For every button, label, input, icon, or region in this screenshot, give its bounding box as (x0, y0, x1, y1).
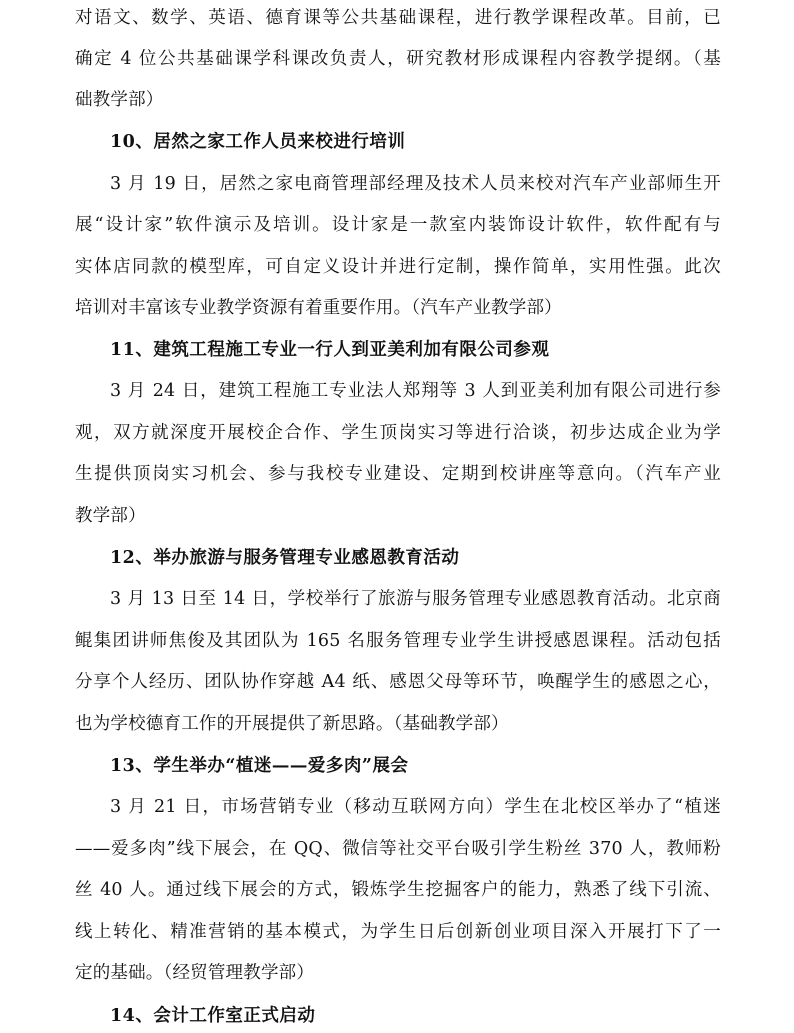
paragraph-line: 础教学部） (75, 90, 164, 110)
paragraph-line: 丝 40 人。通过线下展会的方式，锻炼学生挖掘客户的能力，熟悉了线下引流、 (75, 880, 721, 900)
paragraph-line: 培训对丰富该专业教学资源有着重要作用。（汽车产业教学部） (75, 298, 562, 318)
section-heading: 10、居然之家工作人员来校进行培训 (110, 132, 406, 152)
section-heading: 14、会计工作室正式启动 (110, 1006, 316, 1026)
paragraph-line: 展“设计家”软件演示及培训。设计家是一款室内装饰设计软件，软件配有与 (75, 215, 721, 235)
section-heading: 11、建筑工程施工专业一行人到亚美利加有限公司参观 (110, 340, 550, 360)
paragraph-line: 对语文、数学、英语、德育课等公共基础课程，进行教学课程改革。目前，已 (75, 8, 721, 28)
paragraph-line: ——爱多肉”线下展会，在 QQ、微信等社交平台吸引学生粉丝 370 人，教师粉 (75, 839, 721, 859)
paragraph-line: 也为学校德育工作的开展提供了新思路。（基础教学部） (75, 714, 509, 734)
paragraph-line: 3 月 24 日，建筑工程施工专业法人郑翔等 3 人到亚美利加有限公司进行参 (110, 381, 721, 401)
paragraph-line: 鲲集团讲师焦俊及其团队为 165 名服务管理专业学生讲授感恩课程。活动包括 (75, 631, 721, 651)
paragraph-line: 分享个人经历、团队协作穿越 A4 纸、感恩父母等环节，唤醒学生的感恩之心， (75, 672, 721, 692)
paragraph-line: 教学部） (75, 506, 146, 526)
paragraph-line: 3 月 13 日至 14 日，学校举行了旅游与服务管理专业感恩教育活动。北京商 (110, 589, 721, 609)
paragraph-line: 定的基础。（经贸管理教学部） (75, 963, 315, 983)
paragraph-line: 3 月 19 日，居然之家电商管理部经理及技术人员来校对汽车产业部师生开 (110, 174, 721, 194)
paragraph-line: 生提供顶岗实习机会、参与我校专业建设、定期到校讲座等意向。（汽车产业 (75, 464, 721, 484)
paragraph-line: 3 月 21 日，市场营销专业（移动互联网方向）学生在北校区举办了“植迷 (110, 797, 721, 817)
paragraph-line: 确定 4 位公共基础课学科课改负责人，研究教材形成课程内容教学提纲。（基 (75, 49, 721, 69)
paragraph-line: 线上转化、精准营销的基本模式，为学生日后创新创业项目深入开展打下了一 (75, 922, 721, 942)
section-heading: 13、学生举办“植迷——爱多肉”展会 (110, 756, 409, 776)
section-heading: 12、举办旅游与服务管理专业感恩教育活动 (110, 548, 460, 568)
paragraph-line: 实体店同款的模型库，可自定义设计并进行定制，操作简单，实用性强。此次 (75, 257, 721, 277)
paragraph-line: 观，双方就深度开展校企合作、学生顶岗实习等进行洽谈，初步达成企业为学 (75, 423, 721, 443)
